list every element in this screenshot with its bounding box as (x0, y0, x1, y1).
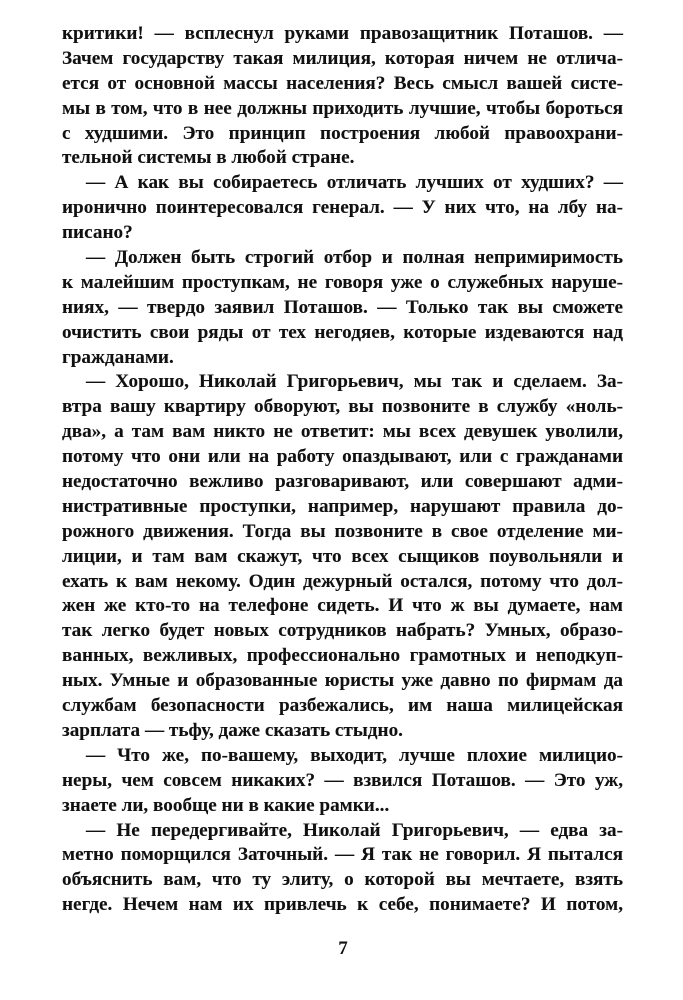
text-line: с худшими. Это принцип построения любой правоохрани- (62, 122, 623, 144)
text-line: мы в том, что в нее должны приходить лучшие, чтобы бороться (62, 97, 623, 119)
text-line: два», а там вам никто не ответит: мы всех девушек уволили, (62, 421, 623, 443)
page-number: 7 (338, 938, 348, 959)
text-line: писано? (62, 222, 133, 244)
text-line: Зачем государству такая милиция, которая ничем не отлича- (62, 47, 623, 69)
text-line: — Должен быть строгий отбор и полная непримиримость (86, 247, 623, 269)
text-line: негде. Нечем нам их привлечь к себе, понимаете? И потом, (62, 894, 623, 916)
text-line: нистративные проступки, например, нарушают правила до- (62, 495, 623, 517)
text-line: гражданами. (62, 346, 174, 368)
text-line: службам безопасности разбежались, им наша милицейская (62, 695, 623, 717)
text-line: ванных, вежливых, профессионально грамотных и неподкуп- (62, 645, 623, 667)
text-line: потому что они или на работу опаздывают, или с гражданами (62, 446, 623, 468)
text-line: ных. Умные и образованные юристы уже давно по фирмам да (62, 670, 623, 692)
text-line: к малейшим проступкам, не говоря уже о служебных наруше- (62, 271, 623, 293)
text-line: лиции, и там вам скажут, что всех сыщиков поувольняли и (62, 545, 623, 567)
text-line: неры, чем совсем никаких? — взвился Поташов. — Это уж, (62, 769, 623, 791)
text-line: рожного движения. Тогда вы позвоните в свое отделение ми- (62, 520, 623, 542)
text-line: знаете ли, вообще ни в какие рамки... (62, 794, 390, 816)
text-line: ниях, — твердо заявил Поташов. — Только так вы сможете (62, 296, 623, 318)
text-line: втра вашу квартиру обворуют, вы позвоните в службу «ноль- (62, 396, 623, 418)
text-line: иронично поинтересовался генерал. — У них что, на лбу на- (62, 197, 623, 219)
document-page-body (62, 22, 623, 918)
text-line: — Хорошо, Николай Григорьевич, мы так и сделаем. За- (86, 371, 623, 393)
text-line: критики! — всплеснул руками правозащитник Поташов. — (62, 23, 623, 44)
text-line: — А как вы собираетесь отличать лучших от худших? — (86, 172, 623, 194)
text-line: очистить свои ряды от тех негодяев, которые издеваются над (62, 321, 623, 343)
text-line: так легко будет новых сотрудников набрать? Умных, образо- (62, 620, 623, 642)
text-line: ехать к вам некому. Один дежурный остался, потому что дол- (62, 570, 623, 592)
text-line: — Не передергивайте, Николай Григорьевич, — едва за- (86, 819, 623, 841)
text-line: зарплата — тьфу, даже сказать стыдно. (62, 719, 403, 741)
text-line: метно поморщился Заточный. — Я так не говорил. Я пытался (62, 844, 623, 866)
text-line: недостаточно вежливо разговаривают, или совершают адми- (62, 471, 623, 493)
text-line: ется от основной массы населения? Весь смысл вашей систе- (62, 72, 623, 94)
text-line: жен же кто-то на телефоне сидеть. И что ж вы думаете, нам (62, 595, 623, 617)
text-line: тельной системы в любой стране. (62, 147, 355, 169)
text-line: — Что же, по-вашему, выходит, лучше плохие милицио- (86, 744, 623, 766)
text-line: объяснить вам, что ту элиту, о которой вы мечтаете, взять (62, 869, 623, 891)
